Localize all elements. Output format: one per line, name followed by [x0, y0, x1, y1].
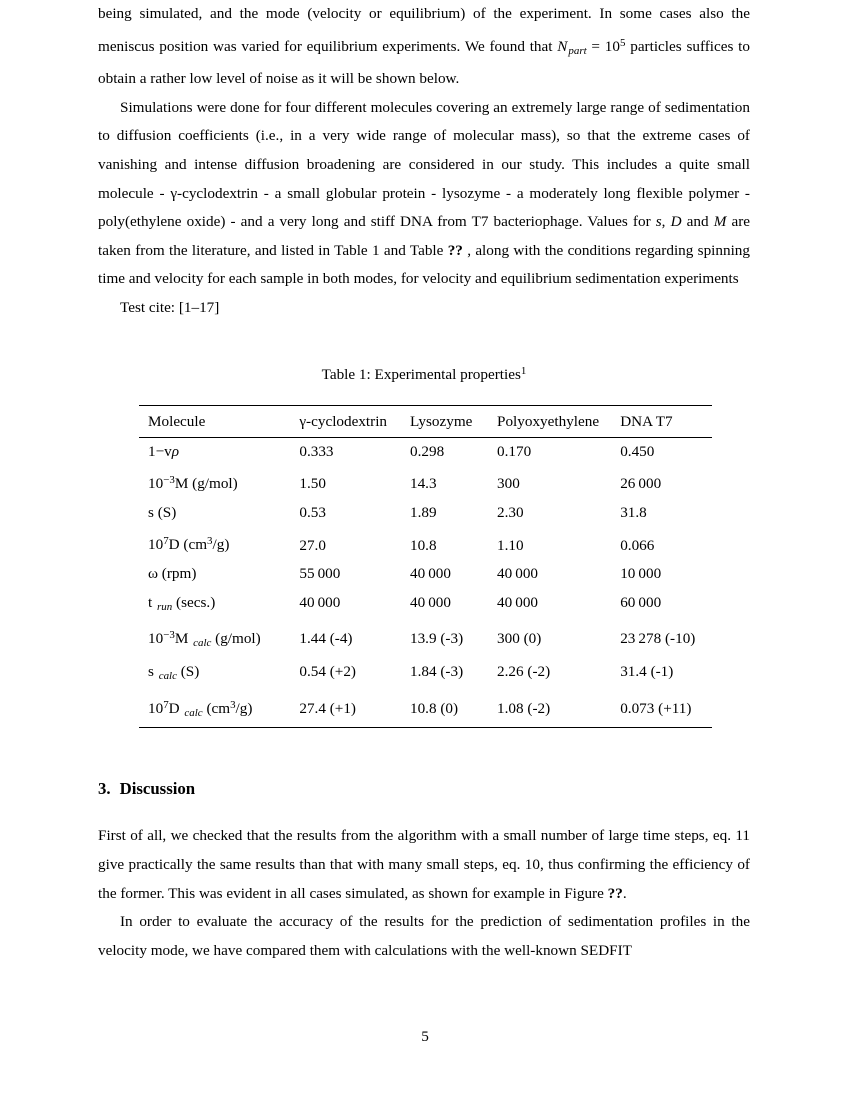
table-cell: 0.333: [299, 442, 334, 460]
table-cell: 40 000: [409, 593, 451, 611]
table-row: [139, 527, 712, 560]
exponent-five: 5: [619, 36, 626, 49]
table-row: [139, 560, 712, 589]
row-label: 1− vρ: [139, 437, 299, 466]
row-label: $10^{-3}M$ $_{calc}$ (g/mol): [148, 629, 261, 650]
table-cell: 300 (0): [497, 630, 542, 648]
partial-specific-volume-overbar: [165, 437, 174, 438]
paragraph-discussion-second: In order to evaluate the accuracy of the results for the prediction of sedimentation profiles in the velocity mode, we have compared them with calculations with the well-known SEDFIT: [98, 913, 750, 959]
column-header-molecule: Molecule: [148, 412, 206, 430]
table-body: [139, 437, 712, 728]
paragraph-text-tail: particles suffices to obtain a rather low level of noise as it will be shown below.: [98, 37, 751, 88]
table-row: [139, 621, 712, 658]
row-label: $10^7D$ $_{calc}$ $(cm^3/g)$: [148, 698, 253, 719]
table-cell: 300: [497, 475, 520, 493]
column-header-polyoxyethylene: Polyoxyethylene: [497, 412, 600, 430]
table-row: [139, 589, 712, 622]
column-header-cyclodextrin: γ-cyclodextrin: [299, 412, 388, 430]
table-cell: 1.89: [409, 503, 437, 521]
paragraph-text: First of all, we checked that the results from the algorithm with a small number of large time steps, eq. 11 give practically the same results than that with many small steps, eq. 10, thus confirming the efficiency of the former. This was evident in all cases simulated, as shown for example in Figure: [98, 827, 750, 902]
subscript-part: part: [568, 44, 587, 57]
table-cell: 26 000: [620, 475, 662, 493]
table-cell: 40 000: [497, 565, 539, 583]
table-row: [139, 437, 712, 466]
table-caption-text: Table 1: Experimental properties: [321, 365, 521, 383]
paragraph-text-tail: , along with the conditions regarding spinning time and velocity for each sample in both modes, for velocity and equilibrium sedimentation experiments: [98, 241, 750, 288]
table-cell: 27.0: [299, 536, 326, 554]
table-cell: 31.4 (-1): [620, 663, 674, 681]
table-cell: 1.50: [299, 475, 326, 493]
symbol-v-bar: v: [164, 438, 172, 467]
table-cell: 23 278 (-10): [620, 630, 696, 648]
symbol-n: N: [557, 37, 568, 55]
table-row: [139, 691, 712, 728]
broken-reference: ??: [447, 241, 463, 259]
paragraph-text: Simulations were done for four different molecules covering an extremely large range of sedimentation to diffusion coefficients (i.e., in a very wide range of molecular mass), so that the extreme cases of vanishing and intense diffusion broadening are considered in our study. This includes a quite small molecule - γ-cyclodextrin - a small globular protein - lysozyme - a moderately long flexible polymer - poly(ethylene oxide) - and a very long and stiff DNA from T7 bacteriophage. Values for: [98, 98, 750, 231]
table-cell: 10.8 (0): [409, 699, 459, 717]
table-cell: 0.53: [299, 503, 326, 521]
table-cell: 1.84 (-3): [409, 663, 464, 681]
section-heading-discussion: [98, 778, 750, 800]
table-row: [139, 658, 712, 691]
column-header-dna-t7: DNA T7: [620, 412, 673, 430]
paragraph-text-tail: .: [622, 884, 627, 902]
table-header: [139, 405, 712, 437]
table-cell: 2.30: [497, 503, 524, 521]
paragraph-text: being simulated, and the mode (velocity or equilibrium) of the experiment. In some cases also the meniscus position was varied for equilibrium experiments. We found that: [98, 5, 750, 55]
broken-reference: ??: [607, 884, 623, 902]
paragraph-simulation-params: [98, 0, 750, 94]
paragraph-discussion-first: [98, 822, 750, 908]
symbol-rho: ρ: [171, 442, 180, 460]
equals-ten: = 10: [586, 37, 620, 55]
table-cell: 1.44 (-4): [299, 630, 353, 648]
section-title: Discussion: [119, 779, 196, 799]
table-cell: 1.08 (-2): [497, 699, 551, 717]
table-cell: 40 000: [497, 593, 539, 611]
symbol-d: D: [670, 213, 682, 231]
row-label: s (S): [148, 503, 177, 521]
table-cell: 31.8: [620, 503, 647, 521]
row-label: ω (rpm): [148, 565, 197, 583]
table-cell: 14.3: [409, 475, 437, 493]
table-row: [139, 466, 712, 499]
table-cell: 0.450: [620, 442, 655, 460]
table-cell: 0.066: [620, 536, 655, 554]
row-label: $10^7D$ $(cm^3/g)$: [148, 535, 230, 554]
and-sep: and: [681, 213, 714, 231]
table-cell: 27.4 (+1): [299, 699, 356, 717]
properties-table: [139, 405, 712, 729]
table-cell: 2.26 (-2): [497, 663, 551, 681]
table-cell: 10.8: [409, 536, 437, 554]
table-cell: 55 000: [299, 565, 341, 583]
section-number: 3.: [98, 779, 111, 799]
comma-sep: ,: [661, 213, 671, 231]
symbol-s: s: [655, 213, 662, 231]
table-cell: 0.54 (+2): [299, 663, 356, 681]
table-cell: 0.298: [409, 442, 445, 460]
table-cell: 10 000: [620, 565, 662, 583]
table-row: [139, 499, 712, 528]
table-caption: [98, 361, 750, 385]
table-cell: 40 000: [299, 593, 341, 611]
table-cell: 1.10: [497, 536, 524, 554]
table-cell: 0.170: [497, 442, 532, 460]
row-label: s $_{calc}$ (S): [148, 663, 200, 683]
table-experimental-properties: [98, 361, 750, 729]
column-header-lysozyme: Lysozyme: [409, 412, 473, 430]
table-header-row: [139, 405, 712, 437]
table-cell: 0.073 (+11): [620, 699, 692, 717]
row-label: $10^{-3}M$ (g/mol): [148, 474, 238, 493]
paragraph-text-mid: are taken from the literature, and listed in Table 1 and Table: [98, 213, 750, 259]
row-label: t $_{run}$ (secs.): [148, 593, 216, 613]
symbol-m: M: [713, 213, 727, 231]
page-number: 5: [421, 1028, 429, 1045]
caption-footnote-marker: 1: [520, 364, 527, 377]
document-page: [98, 0, 750, 1100]
table-cell: 13.9 (-3): [409, 630, 464, 648]
table-cell: 40 000: [409, 565, 451, 583]
table-cell: 60 000: [620, 593, 662, 611]
paragraph-molecules: [98, 94, 750, 294]
paragraph-test-cite: Test cite: [1–17]: [120, 299, 220, 317]
